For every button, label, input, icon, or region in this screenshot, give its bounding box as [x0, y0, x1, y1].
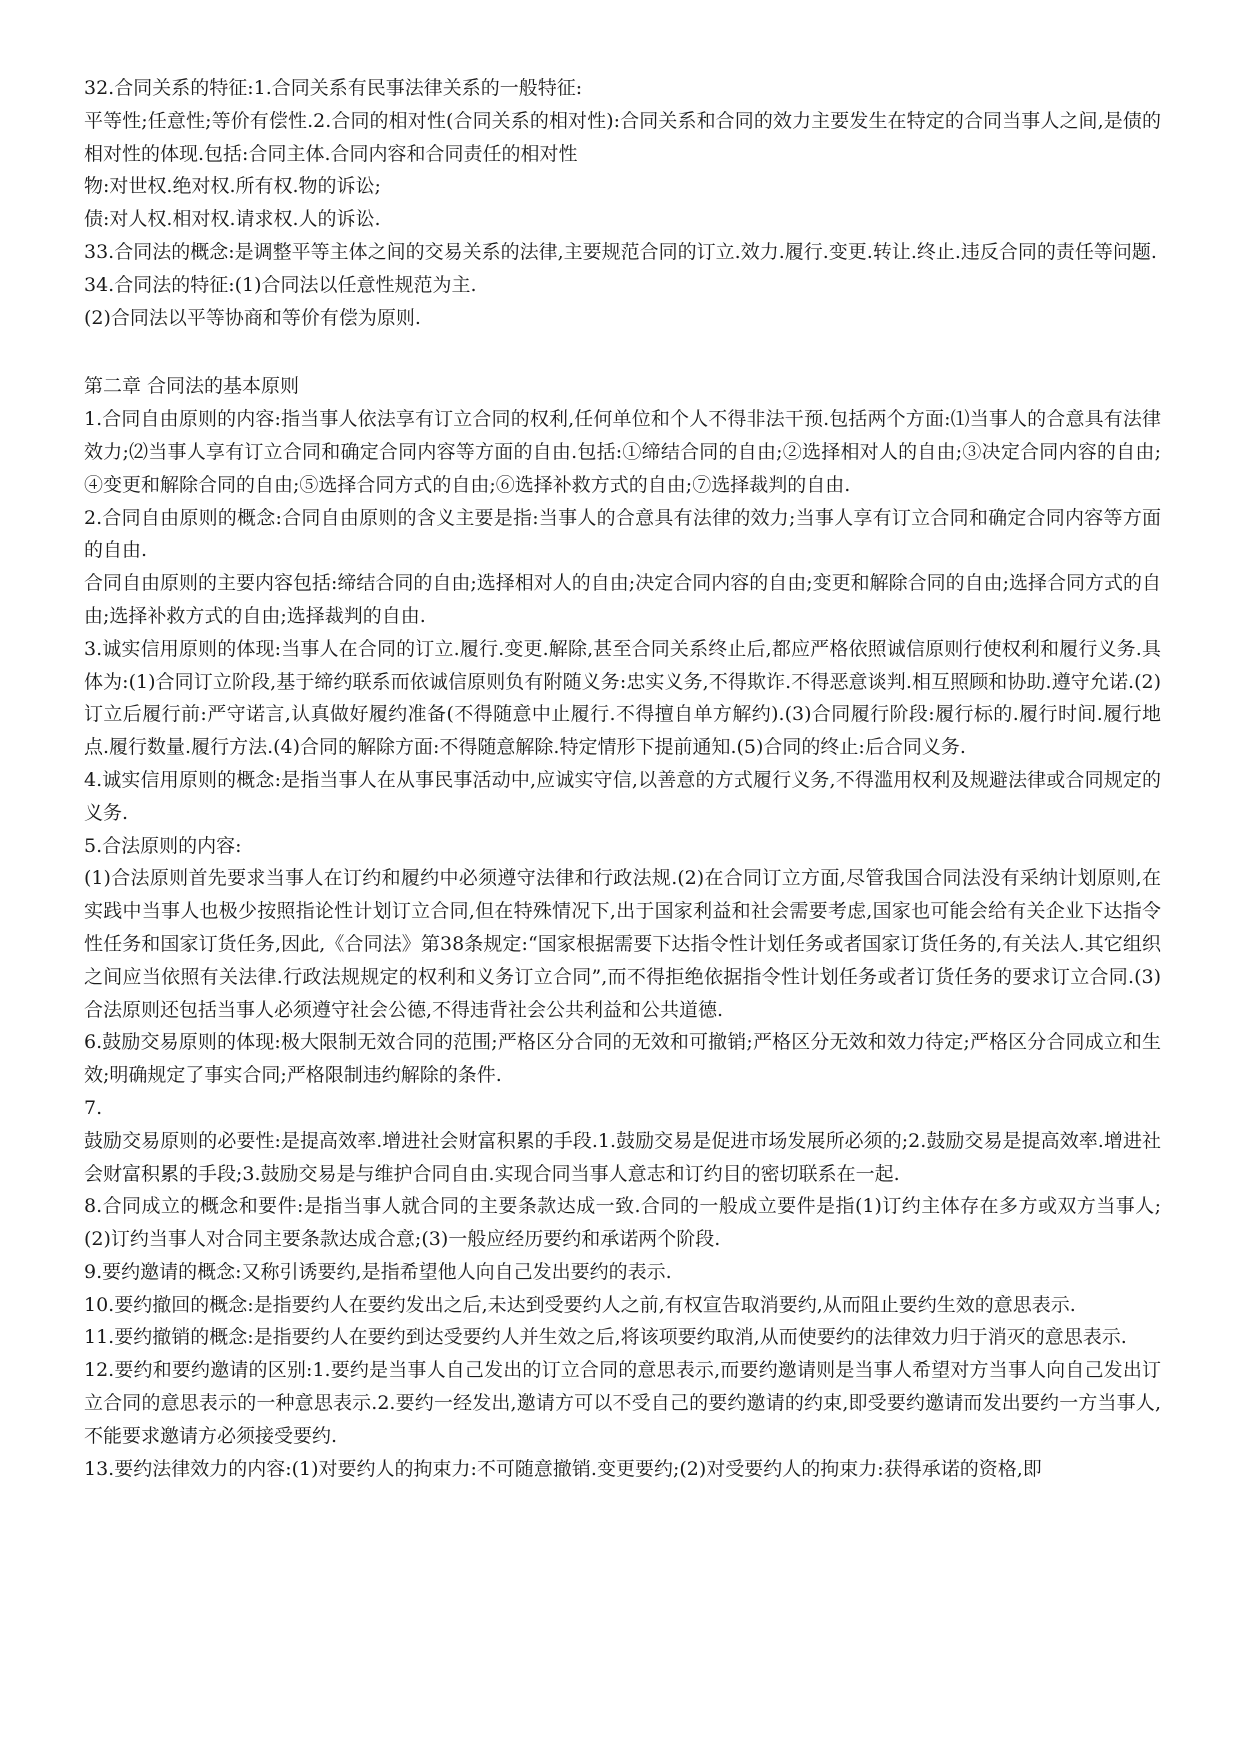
paragraph-5-content: (1)合法原则首先要求当事人在订约和履约中必须遵守法律和行政法规.(2)在合同订立方面,尽管我国合同法没有采纳计划原则,在实践中当事人也极少按照指论性计划订立合同,但在特殊情况下,出于国家利益和社会需要考虑,国家也可能会给有关企业下达指令性任务和国家订货任务,因此,《合同法》第38条规定:“国家根据需要下达指令性计划任务或者国家订货任务的,有关法人.其它组织之间应当依照有关法律.行政法规规定的权利和义务订立合同”,而不得拒绝依据指令性计划任务或者订货任务的要求订立合同.(3)合法原则还包括当事人必须遵守社会公德,不得违背社会公共利益和公共道德. — [84, 867, 1161, 1021]
blank-line — [84, 334, 1161, 370]
paragraph-2: 2.合同自由原则的概念:合同自由原则的含义主要是指:当事人的合意具有法律的效力;当事人享有订立合同和确定合同内容等方面的自由. — [84, 506, 1161, 562]
paragraph-11: 11.要约撤销的概念:是指要约人在要约到达受要约人并生效之后,将该项要约取消,从而使要约的法律效力归于消灭的意思表示. — [84, 1326, 1127, 1349]
paragraph-5: 5.合法原则的内容: — [84, 834, 242, 857]
paragraph-9: 9.要约邀请的概念:又称引诱要约,是指希望他人向自己发出要约的表示. — [84, 1260, 672, 1283]
paragraph-10: 10.要约撤回的概念:是指要约人在要约发出之后,未达到受要约人之前,有权宣告取消要约,从而阻止要约生效的意思表示. — [84, 1293, 1076, 1316]
paragraph-34: 34.合同法的特征:(1)合同法以任意性规范为主. — [84, 273, 477, 296]
paragraph-property-rights: 物:对世权.绝对权.所有权.物的诉讼; — [84, 175, 381, 198]
paragraph-32-detail: 平等性;任意性;等价有偿性.2.合同的相对性(合同关系的相对性):合同关系和合同的效力主要发生在特定的合同当事人之间,是债的相对性的体现.包括:合同主体.合同内容和合同责任的相对性 — [84, 109, 1161, 165]
paragraph-8: 8.合同成立的概念和要件:是指当事人就合同的主要条款达成一致.合同的一般成立要件是指(1)订约主体存在多方或双方当事人;(2)订约当事人对合同主要条款达成合意;(3)一般应经历要约和承诺两个阶段. — [84, 1195, 1161, 1251]
paragraph-2-content: 合同自由原则的主要内容包括:缔结合同的自由;选择相对人的自由;决定合同内容的自由;变更和解除合同的自由;选择合同方式的自由;选择补救方式的自由;选择裁判的自由. — [84, 572, 1162, 627]
paragraph-3: 3.诚实信用原则的体现:当事人在合同的订立.履行.变更.解除,甚至合同关系终止后,都应严格依照诚信原则行使权利和履行义务.具体为:(1)合同订立阶段,基于缔约联系而依诚信原则负有附随义务:忠实义务,不得欺诈.不得恶意谈判.相互照顾和协助.遵守允诺.(2)订立后履行前:严守诺言,认真做好履约准备(不得随意中止履行.不得擅自单方解约).(3)合同履行阶段:履行标的.履行时间.履行地点.履行数量.履行方法.(4)合同的解除方面:不得随意解除.特定情形下提前通知.(5)合同的终止:后合同义务. — [84, 637, 1161, 759]
paragraph-4: 4.诚实信用原则的概念:是指当事人在从事民事活动中,应诚实守信,以善意的方式履行义务,不得滥用权利及规避法律或合同规定的义务. — [84, 768, 1161, 824]
paragraph-33: 33.合同法的概念:是调整平等主体之间的交易关系的法律,主要规范合同的订立.效力.履行.变更.转让.终止.违反合同的责任等问题. — [84, 240, 1157, 263]
paragraph-1: 1.合同自由原则的内容:指当事人依法享有订立合同的权利,任何单位和个人不得非法干预.包括两个方面:⑴当事人的合意具有法律效力;⑵当事人享有订立合同和确定合同内容等方面的自由.包括:①缔结合同的自由;②选择相对人的自由;③决定合同内容的自由;④变更和解除合同的自由;⑤选择合同方式的自由;⑥选择补救方式的自由;⑦选择裁判的自由. — [84, 408, 1161, 496]
paragraph-13: 13.要约法律效力的内容:(1)对要约人的拘束力:不可随意撤销.变更要约;(2)对受要约人的拘束力:获得承诺的资格,即 — [84, 1457, 1042, 1480]
paragraph-34-2: (2)合同法以平等协商和等价有偿为原则. — [84, 306, 421, 329]
paragraph-7-number: 7. — [84, 1096, 103, 1119]
paragraph-12: 12.要约和要约邀请的区别:1.要约是当事人自己发出的订立合同的意思表示,而要约邀请则是当事人希望对方当事人向自己发出订立合同的意思表示的一种意思表示.2.要约一经发出,邀请方可以不受自己的要约邀请的约束,即受要约邀请而发出要约一方当事人,不能要求邀请方必须接受要约. — [84, 1359, 1161, 1447]
chapter-heading: 第二章 合同法的基本原则 — [84, 375, 300, 398]
paragraph-debt-rights: 债:对人权.相对权.请求权.人的诉讼. — [84, 208, 381, 231]
paragraph-32: 32.合同关系的特征:1.合同关系有民事法律关系的一般特征: — [84, 77, 583, 99]
paragraph-7-content: 鼓励交易原则的必要性:是提高效率.增进社会财富积累的手段.1.鼓励交易是促进市场发展所必须的;2.鼓励交易是提高效率.增进社会财富积累的手段;3.鼓励交易是与维护合同自由.实现合同当事人意志和订约目的密切联系在一起. — [84, 1129, 1161, 1185]
paragraph-6: 6.鼓励交易原则的体现:极大限制无效合同的范围;严格区分合同的无效和可撤销;严格区分无效和效力待定;严格区分合同成立和生效;明确规定了事实合同;严格限制违约解除的条件. — [84, 1031, 1161, 1087]
